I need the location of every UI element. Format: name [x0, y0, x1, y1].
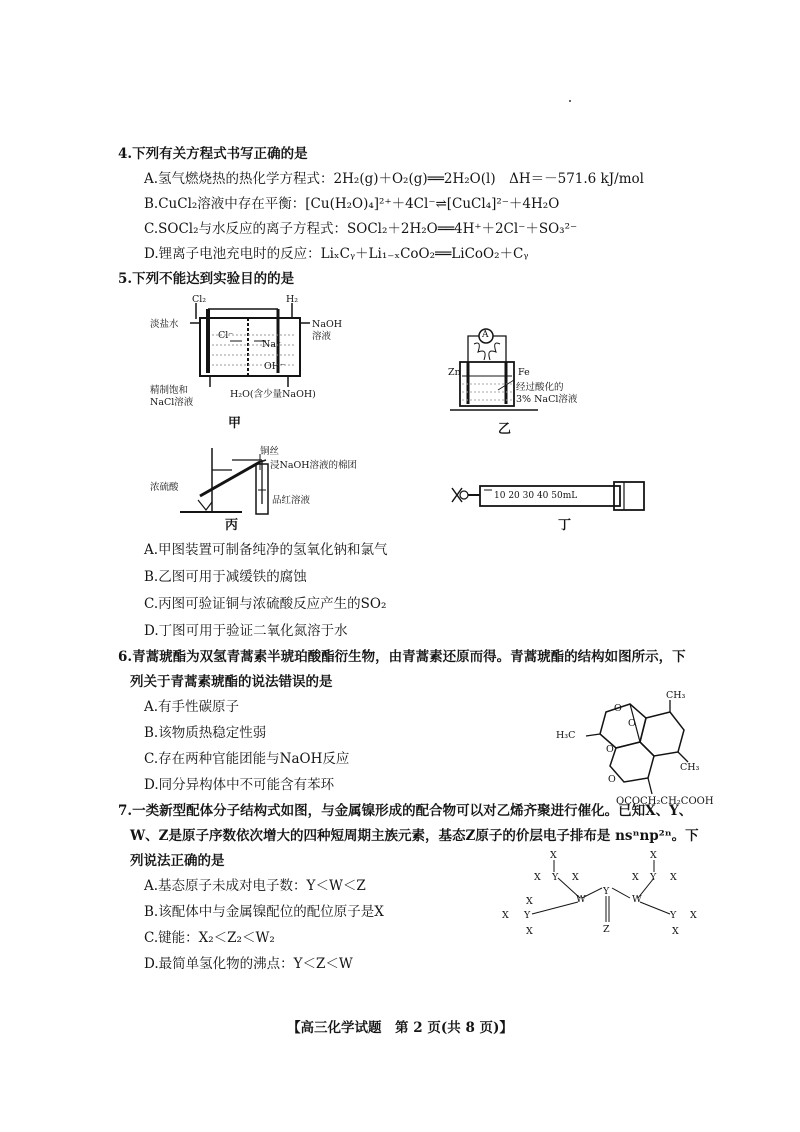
ligand-bonds [490, 848, 710, 956]
h3c-label: H₃C [556, 730, 576, 741]
corrosion-cell-drawing [448, 322, 628, 422]
oxygen-atom-1: O [614, 703, 622, 714]
q6-stem-line2: 列关于青蒿素琥酯的说法错误的是 [130, 674, 333, 690]
apparatus-drawing [150, 440, 360, 520]
oh-ion-label: OH⁻ [264, 361, 286, 372]
fuchsin-solution-label: 品红溶液 [272, 495, 311, 506]
succinate-ester-label: OCOCH₂CH₂COOH [616, 796, 714, 807]
figure-ding-syringe [448, 478, 648, 518]
salt-water-label: 淡盐水 [150, 319, 179, 330]
ligand-x-10: X [690, 910, 697, 921]
ligand-z: Z [603, 924, 610, 935]
fe-electrode-label: Fe [518, 367, 530, 378]
na-ion-label: Na⁺ [262, 339, 281, 350]
electrolysis-cell-drawing [150, 295, 343, 430]
figure-jia-electrolysis-cell [150, 294, 343, 430]
ligand-x-11: X [672, 926, 679, 937]
ligand-x-8: X [526, 896, 533, 907]
q7-stem-line3: 列说法正确的是 [130, 853, 225, 869]
syringe-scale-label: 10 20 30 40 50mL [494, 491, 578, 501]
oxygen-atom-3: O [606, 744, 614, 755]
ligand-x-4: X [650, 850, 657, 861]
q5-stem: 5.下列不能达到实验目的的是 [118, 271, 295, 287]
q6-option-c: C.存在两种官能团能与NaOH反应 [144, 751, 350, 767]
feed-label-line1: 精制饱和 [150, 385, 189, 396]
ligand-x-1: X [550, 850, 557, 861]
ligand-w-2: W [632, 894, 642, 905]
ch3-top-label: CH₃ [666, 690, 686, 701]
solution-label-line2: 3% NaCl溶液 [516, 394, 578, 405]
cotton-label: 浸NaOH溶液的棉团 [270, 460, 358, 471]
naoh-label-line2: 溶液 [312, 331, 332, 342]
q4-stem: 4.下列有关方程式书写正确的是 [118, 146, 308, 162]
figure-yi-corrosion-cell [448, 322, 628, 422]
ligand-y-2: Y [650, 872, 657, 883]
page-footer: 【高三化学试题 第 2 页(共 8 页)】 [287, 1020, 513, 1036]
q7-option-d: D.最简单氢化物的沸点：Y＜Z＜W [144, 956, 353, 972]
zn-electrode-label: Zn [448, 367, 461, 378]
q7-stem-line2: W、Z是原子序数依次增大的四种短周期主族元素，基态Z原子的价层电子排布是 nsⁿnp²ⁿ。下 [130, 828, 699, 844]
q4-option-c: C.SOCl₂与水反应的离子方程式：SOCl₂＋2H₂O══4H⁺＋2Cl⁻＋SO₃²⁻ [144, 221, 578, 237]
ligand-y-5: Y [670, 910, 677, 921]
conc-acid-label: 浓硫酸 [150, 482, 179, 493]
scan-speck [569, 100, 571, 102]
q4-option-b: B.CuCl₂溶液中存在平衡：[Cu(H₂O)₄]²⁺＋4Cl⁻⇌[CuCl₄]²⁻＋4H₂O [144, 196, 560, 212]
ligand-x-5: X [632, 872, 639, 883]
q5-option-c: C.丙图可验证铜与浓硫酸反应产生的SO₂ [144, 596, 387, 612]
ligand-x-2: X [534, 872, 541, 883]
q7-option-a: A.基态原子未成对电子数：Y＜W＜Z [144, 878, 366, 894]
solution-label-line1: 经过酸化的 [516, 382, 564, 393]
ligand-x-3: X [572, 872, 579, 883]
cl2-label: Cl₂ [192, 294, 207, 305]
figure-bing-apparatus [150, 440, 360, 520]
oxygen-atom-4: O [608, 774, 616, 785]
figure-yi-caption: 乙 [498, 422, 512, 437]
h2-label: H₂ [286, 294, 299, 305]
ligand-y-1: Y [552, 872, 559, 883]
q6-option-b: B.该物质热稳定性弱 [144, 725, 267, 741]
q4-option-d: D.锂离子电池充电时的反应：LiₓCᵧ＋Li₁₋ₓCoO₂══LiCoO₂＋Cᵧ [144, 246, 529, 262]
q5-option-b: B.乙图可用于减缓铁的腐蚀 [144, 569, 307, 585]
q5-option-d: D.丁图可用于验证二氧化氮溶于水 [144, 623, 348, 639]
ligand-x-7: X [502, 910, 509, 921]
q5-option-a: A.甲图装置可制备纯净的氢氧化钠和氯气 [144, 542, 388, 558]
q7-stem-line1: 7.一类新型配体分子结构式如图，与金属镍形成的配合物可以对乙烯齐聚进行催化。已知X、Y、 [118, 803, 693, 819]
naoh-label-line1: NaOH [312, 319, 343, 330]
ammeter-label: A [482, 330, 489, 340]
ligand-x-6: X [670, 872, 677, 883]
feed-label-line2: NaCl溶液 [150, 397, 194, 408]
water-label: H₂O(含少量NaOH) [230, 389, 316, 400]
ligand-y-3: Y [603, 886, 610, 897]
q4-option-a: A.氢气燃烧热的热化学方程式：2H₂(g)＋O₂(g)══2H₂O(l) ΔH＝－571.6 kJ/mol [144, 171, 644, 187]
cl-ion-label: Cl⁻ [218, 330, 234, 341]
ligand-structure [490, 848, 710, 956]
ligand-w-1: W [576, 894, 586, 905]
copper-wire-label: 铜丝 [260, 446, 280, 457]
figure-jia-caption: 甲 [228, 416, 242, 431]
q7-option-c: C.键能：X₂＜Z₂＜W₂ [144, 930, 275, 946]
figure-bing-caption: 丙 [225, 518, 239, 533]
ligand-y-4: Y [524, 910, 531, 921]
oxygen-atom-2: O [628, 718, 636, 729]
q6-option-d: D.同分异构体中不可能含有苯环 [144, 777, 335, 793]
ligand-x-9: X [526, 926, 533, 937]
q7-option-b: B.该配体中与金属镍配位的配位原子是X [144, 904, 384, 920]
q6-option-a: A.有手性碳原子 [144, 699, 240, 715]
artesunate-structure [550, 690, 740, 815]
q6-stem-line1: 6.青蒿琥酯为双氢青蒿素半琥珀酸酯衍生物，由青蒿素还原而得。青蒿琥酯的结构如图所示，下 [118, 649, 686, 665]
ch3-right-label: CH₃ [680, 762, 700, 773]
figure-ding-caption: 丁 [558, 518, 572, 533]
